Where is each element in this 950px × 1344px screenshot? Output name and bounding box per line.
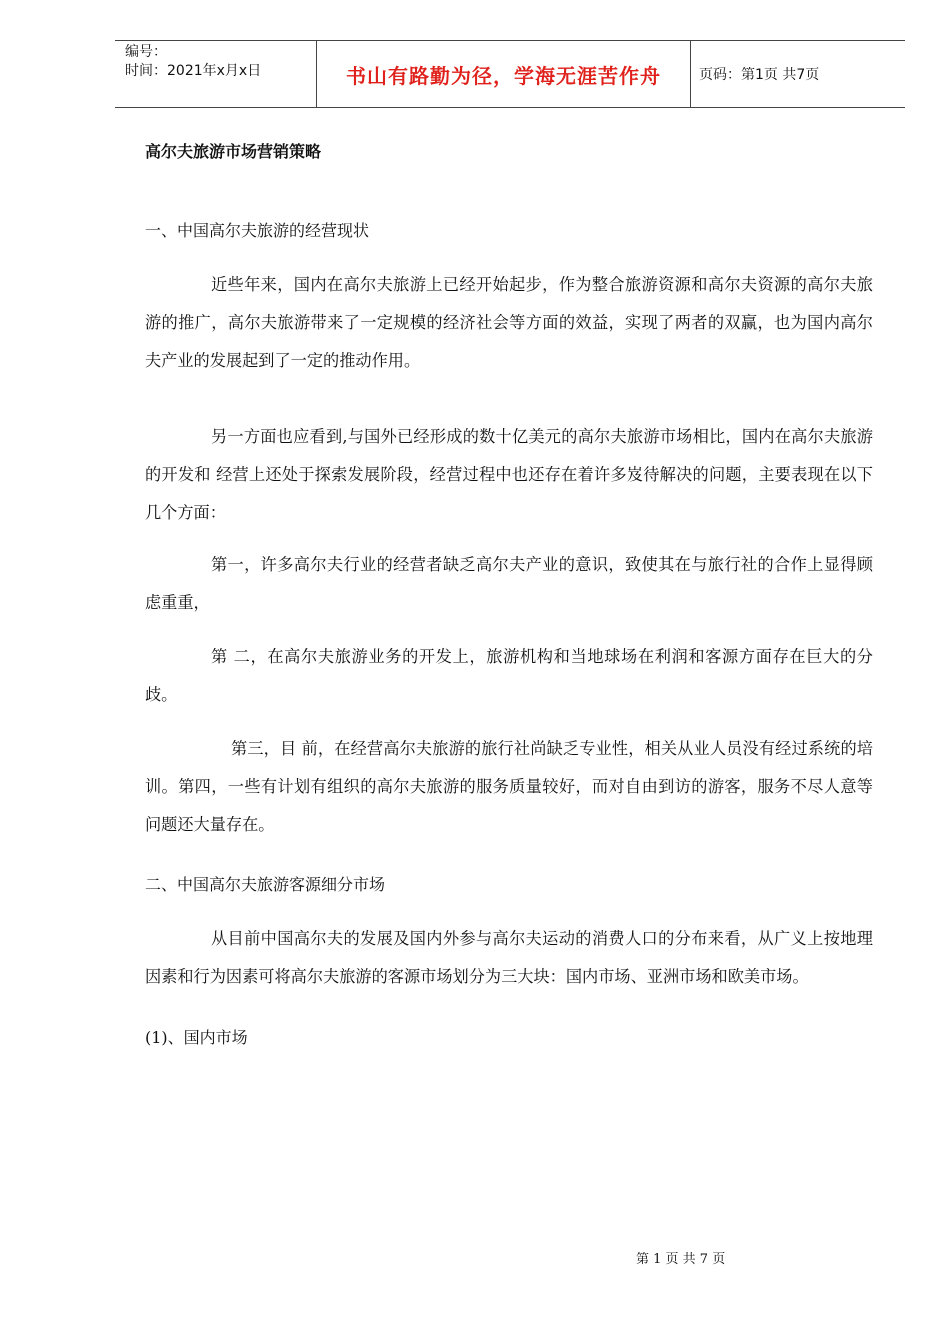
page-header [115, 40, 905, 108]
doc-number-label: 编号： [125, 44, 167, 60]
header-motto: 书山有路勤为径，学海无涯苦作舟 [316, 41, 691, 107]
section-heading-1: 一、中国高尔夫旅游的经营现状 [145, 221, 370, 240]
document-title: 高尔夫旅游市场营销策略 [145, 142, 322, 161]
paragraph-6: 从目前中国高尔夫的发展及国内外参与高尔夫运动的消费人口的分布来看，从广义上按地理因素和行为因素可将高尔夫旅游的客源市场划分为三大块：国内市场、亚洲市场和欧美市场。 [145, 929, 873, 986]
paragraph-2: 另一方面也应看到,与国外已经形成的数十亿美元的高尔夫旅游市场相比，国内在高尔夫旅游的开发和 经营上还处于探索发展阶段，经营过程中也还存在着许多岌待解决的问题，主要表现在以下几个方面： [145, 427, 873, 522]
document-body [145, 130, 873, 1048]
doc-time-label: 时间：2021年x月x日 [125, 63, 262, 79]
paragraph-3: 第一，许多高尔夫行业的经营者缺乏高尔夫产业的意识，致使其在与旅行社的合作上显得顾虑重重， [145, 555, 873, 612]
header-meta [125, 43, 261, 81]
paragraph-5: 第三，目 前，在经营高尔夫旅游的旅行社尚缺乏专业性，相关从业人员没有经过系统的培训。第四，一些有计划有组织的高尔夫旅游的服务质量较好，而对自由到访的游客，服务不尽人意等 问题还大量存在。 [145, 739, 873, 834]
paragraph-4: 第 二，在高尔夫旅游业务的开发上，旅游机构和当地球场在利润和客源方面存在巨大的分歧。 [145, 647, 873, 704]
header-page-info: 页码：第1页 共7页 [699, 67, 820, 83]
subsection-heading-1: (1)、国内市场 [145, 1028, 248, 1047]
section-heading-2: 二、中国高尔夫旅游客源细分市场 [145, 875, 386, 894]
page-footer: 第 1 页 共 7 页 [636, 1252, 726, 1267]
paragraph-1: 近些年来，国内在高尔夫旅游上已经开始起步，作为整合旅游资源和高尔夫资源的高尔夫旅游的推广，高尔夫旅游带来了一定规模的经济社会等方面的效益，实现了两者的双赢，也为国内高尔夫产业的发展起到了一定的推动作用。 [145, 275, 873, 370]
